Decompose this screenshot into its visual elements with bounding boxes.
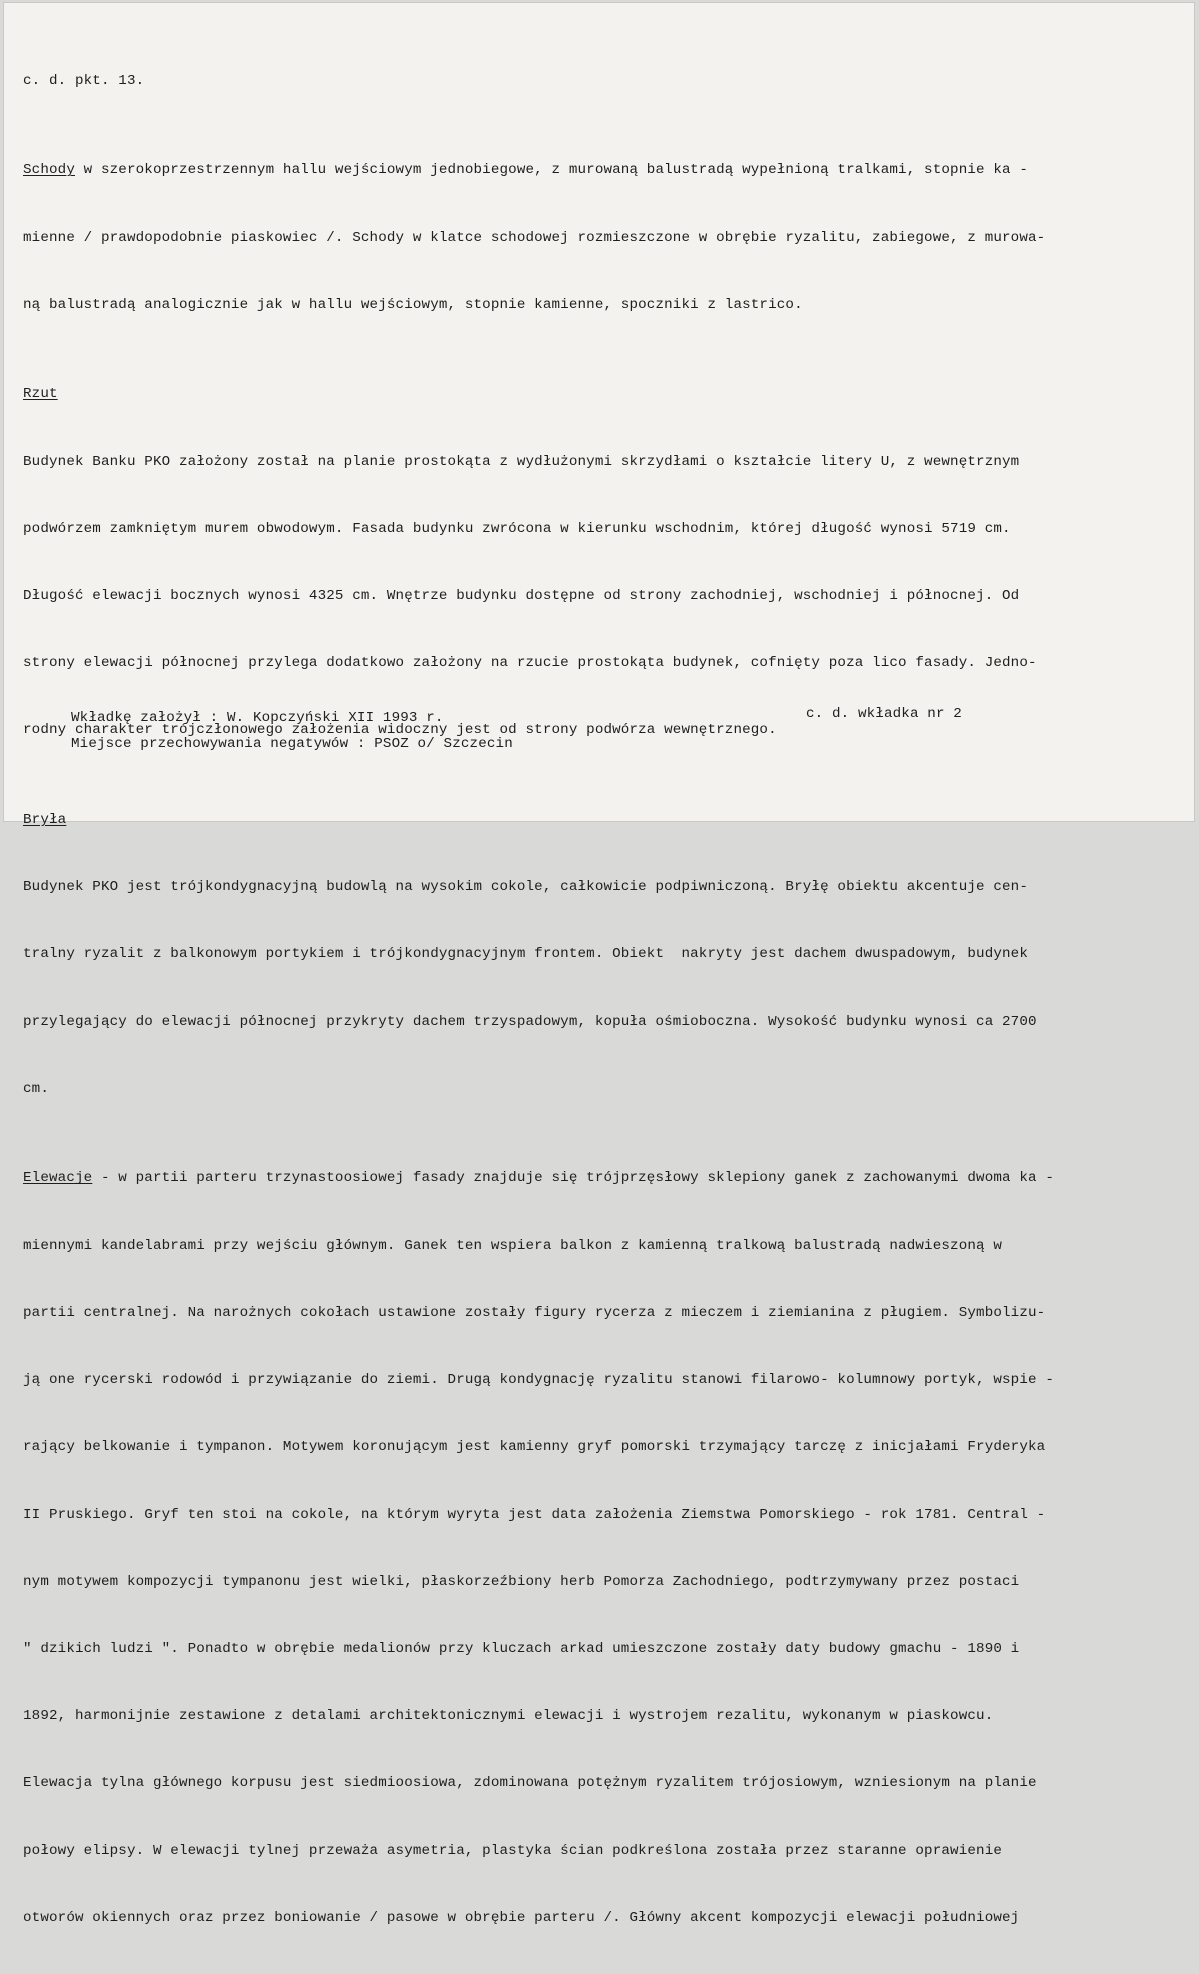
rzut-line-3: Długość elewacji bocznych wynosi 4325 cm. Wnętrze budynku dostępne od strony zachodniej, wschodniej i północnej. Od: [23, 588, 1020, 605]
elewacje-line-12: otworów okiennych oraz przez boniowanie / pasowe w obrębie parteru /. Główny akcent kompozycji elewacji południowej: [23, 1909, 1020, 1926]
elewacje-line-2: miennymi kandelabrami przy wejściu głównym. Ganek ten wspiera balkon z kamienną tralkową balustradą nadwieszoną w: [23, 1237, 1003, 1254]
elewacje-line-5: rający belkowanie i tympanon. Motywem koronującym jest kamienny gryf pomorski trzymający tarczę z inicjałami Fryderyka: [23, 1439, 1046, 1456]
elewacje-line-4: ją one rycerski rodowód i przywiązanie do ziemi. Drugą kondygnację ryzalitu stanowi filarowo- kolumnowy portyk, wspie -: [23, 1372, 1055, 1389]
elewacje-line-11: połowy elipsy. W elewacji tylnej przeważa asymetria, plastyka ścian podkreślona została przez staranne oprawienie: [23, 1842, 1003, 1859]
footer-storage: Miejsce przechowywania negatywów : PSOZ o/ Szczecin: [71, 736, 513, 752]
document-body: [23, 25, 1183, 1974]
schody-line-3: ną balustradą analogicznie jak w hallu wejściowym, stopnie kamienne, spoczniki z lastrico.: [23, 296, 803, 313]
rzut-line-2: podwórzem zamkniętym murem obwodowym. Fasada budynku zwrócona w kierunku wschodnim, której długość wynosi 5719 cm.: [23, 520, 1011, 537]
bryla-line-4: cm.: [23, 1080, 49, 1097]
elewacje-line-9: 1892, harmonijnie zestawione z detalami architektonicznymi elewacji i wystrojem rezalitu, wykonanym w piaskowcu.: [23, 1708, 994, 1725]
record-card: [3, 2, 1195, 1926]
schody-heading: Schody: [23, 162, 75, 179]
rzut-line-4: strony elewacji północnej przylega dodatkowo założony na rzucie prostokąta budynek, cofnięty poza lico fasady. Jedno-: [23, 655, 1037, 672]
bryla-heading-line: [23, 809, 1183, 831]
elewacje-line-1: Elewacje - w partii parteru trzynastoosiowej fasady znajduje się trójprzęsłowy sklepiony ganek z zachowanymi dwoma ka -: [23, 1170, 1055, 1187]
schody-line-1: Schody w szerokoprzestrzennym hallu wejściowym jednobiegowe, z murowaną balustradą wypełnioną tralkami, stopnie ka -: [23, 162, 1029, 179]
bryla-heading: Bryła: [23, 812, 67, 829]
footer-continuation: c. d. wkładka nr 2: [806, 706, 962, 722]
elewacje-line-8: " dzikich ludzi ". Ponadto w obrębie medalionów przy kluczach arkad umieszczone zostały daty budowy gmachu - 1890 i: [23, 1640, 1020, 1657]
elewacje-line-3: partii centralnej. Na narożnych cokołach ustawione zostały figury rycerza z mieczem i ziemianina z pługiem. Symbolizu-: [23, 1304, 1046, 1321]
elewacje-heading: Elewacje: [23, 1170, 93, 1187]
rzut-heading: Rzut: [23, 386, 58, 403]
rzut-heading-line: [23, 383, 1183, 405]
rzut-line-1: Budynek Banku PKO założony został na planie prostokąta z wydłużonymi skrzydłami o kształcie litery U, z wewnętrznym: [23, 453, 1020, 470]
elewacje-line-10: Elewacja tylna głównego korpusu jest siedmioosiowa, zdominowana potężnym ryzalitem trójosiowym, wzniesionym na planie: [23, 1775, 1037, 1792]
rzut-line-5: rodny charakter trójczłonowego założenia widoczny jest od strony podwórza wewnętrznego.: [23, 722, 777, 739]
bryla-line-3: przylegający do elewacji północnej przykryty dachem trzyspadowym, kopuła ośmioboczna. Wysokość budynku wynosi ca 2700: [23, 1013, 1037, 1030]
footer-author: Wkładkę założył : W. Kopczyński XII 1993 r.: [71, 710, 444, 726]
continuation-header: c. d. pkt. 13.: [23, 72, 145, 89]
elewacje-line-7: nym motywem kompozycji tympanonu jest wielki, płaskorzeźbiony herb Pomorza Zachodniego, podtrzymywany przez postaci: [23, 1573, 1020, 1590]
bryla-line-2: tralny ryzalit z balkonowym portykiem i trójkondygnacyjnym frontem. Obiekt nakryty jest dachem dwuspadowym, budynek: [23, 946, 1029, 963]
bryla-line-1: Budynek PKO jest trójkondygnacyjną budowlą na wysokim cokole, całkowicie podpiwniczoną. Bryłę obiektu akcentuje cen-: [23, 879, 1029, 896]
elewacje-line-6: II Pruskiego. Gryf ten stoi na cokole, na którym wyryta jest data założenia Ziemstwa Pomorskiego - rok 1781. Central -: [23, 1506, 1046, 1523]
schody-line-2: mienne / prawdopodobnie piaskowiec /. Schody w klatce schodowej rozmieszczone w obrębie ryzalitu, zabiegowe, z murowa-: [23, 229, 1046, 246]
